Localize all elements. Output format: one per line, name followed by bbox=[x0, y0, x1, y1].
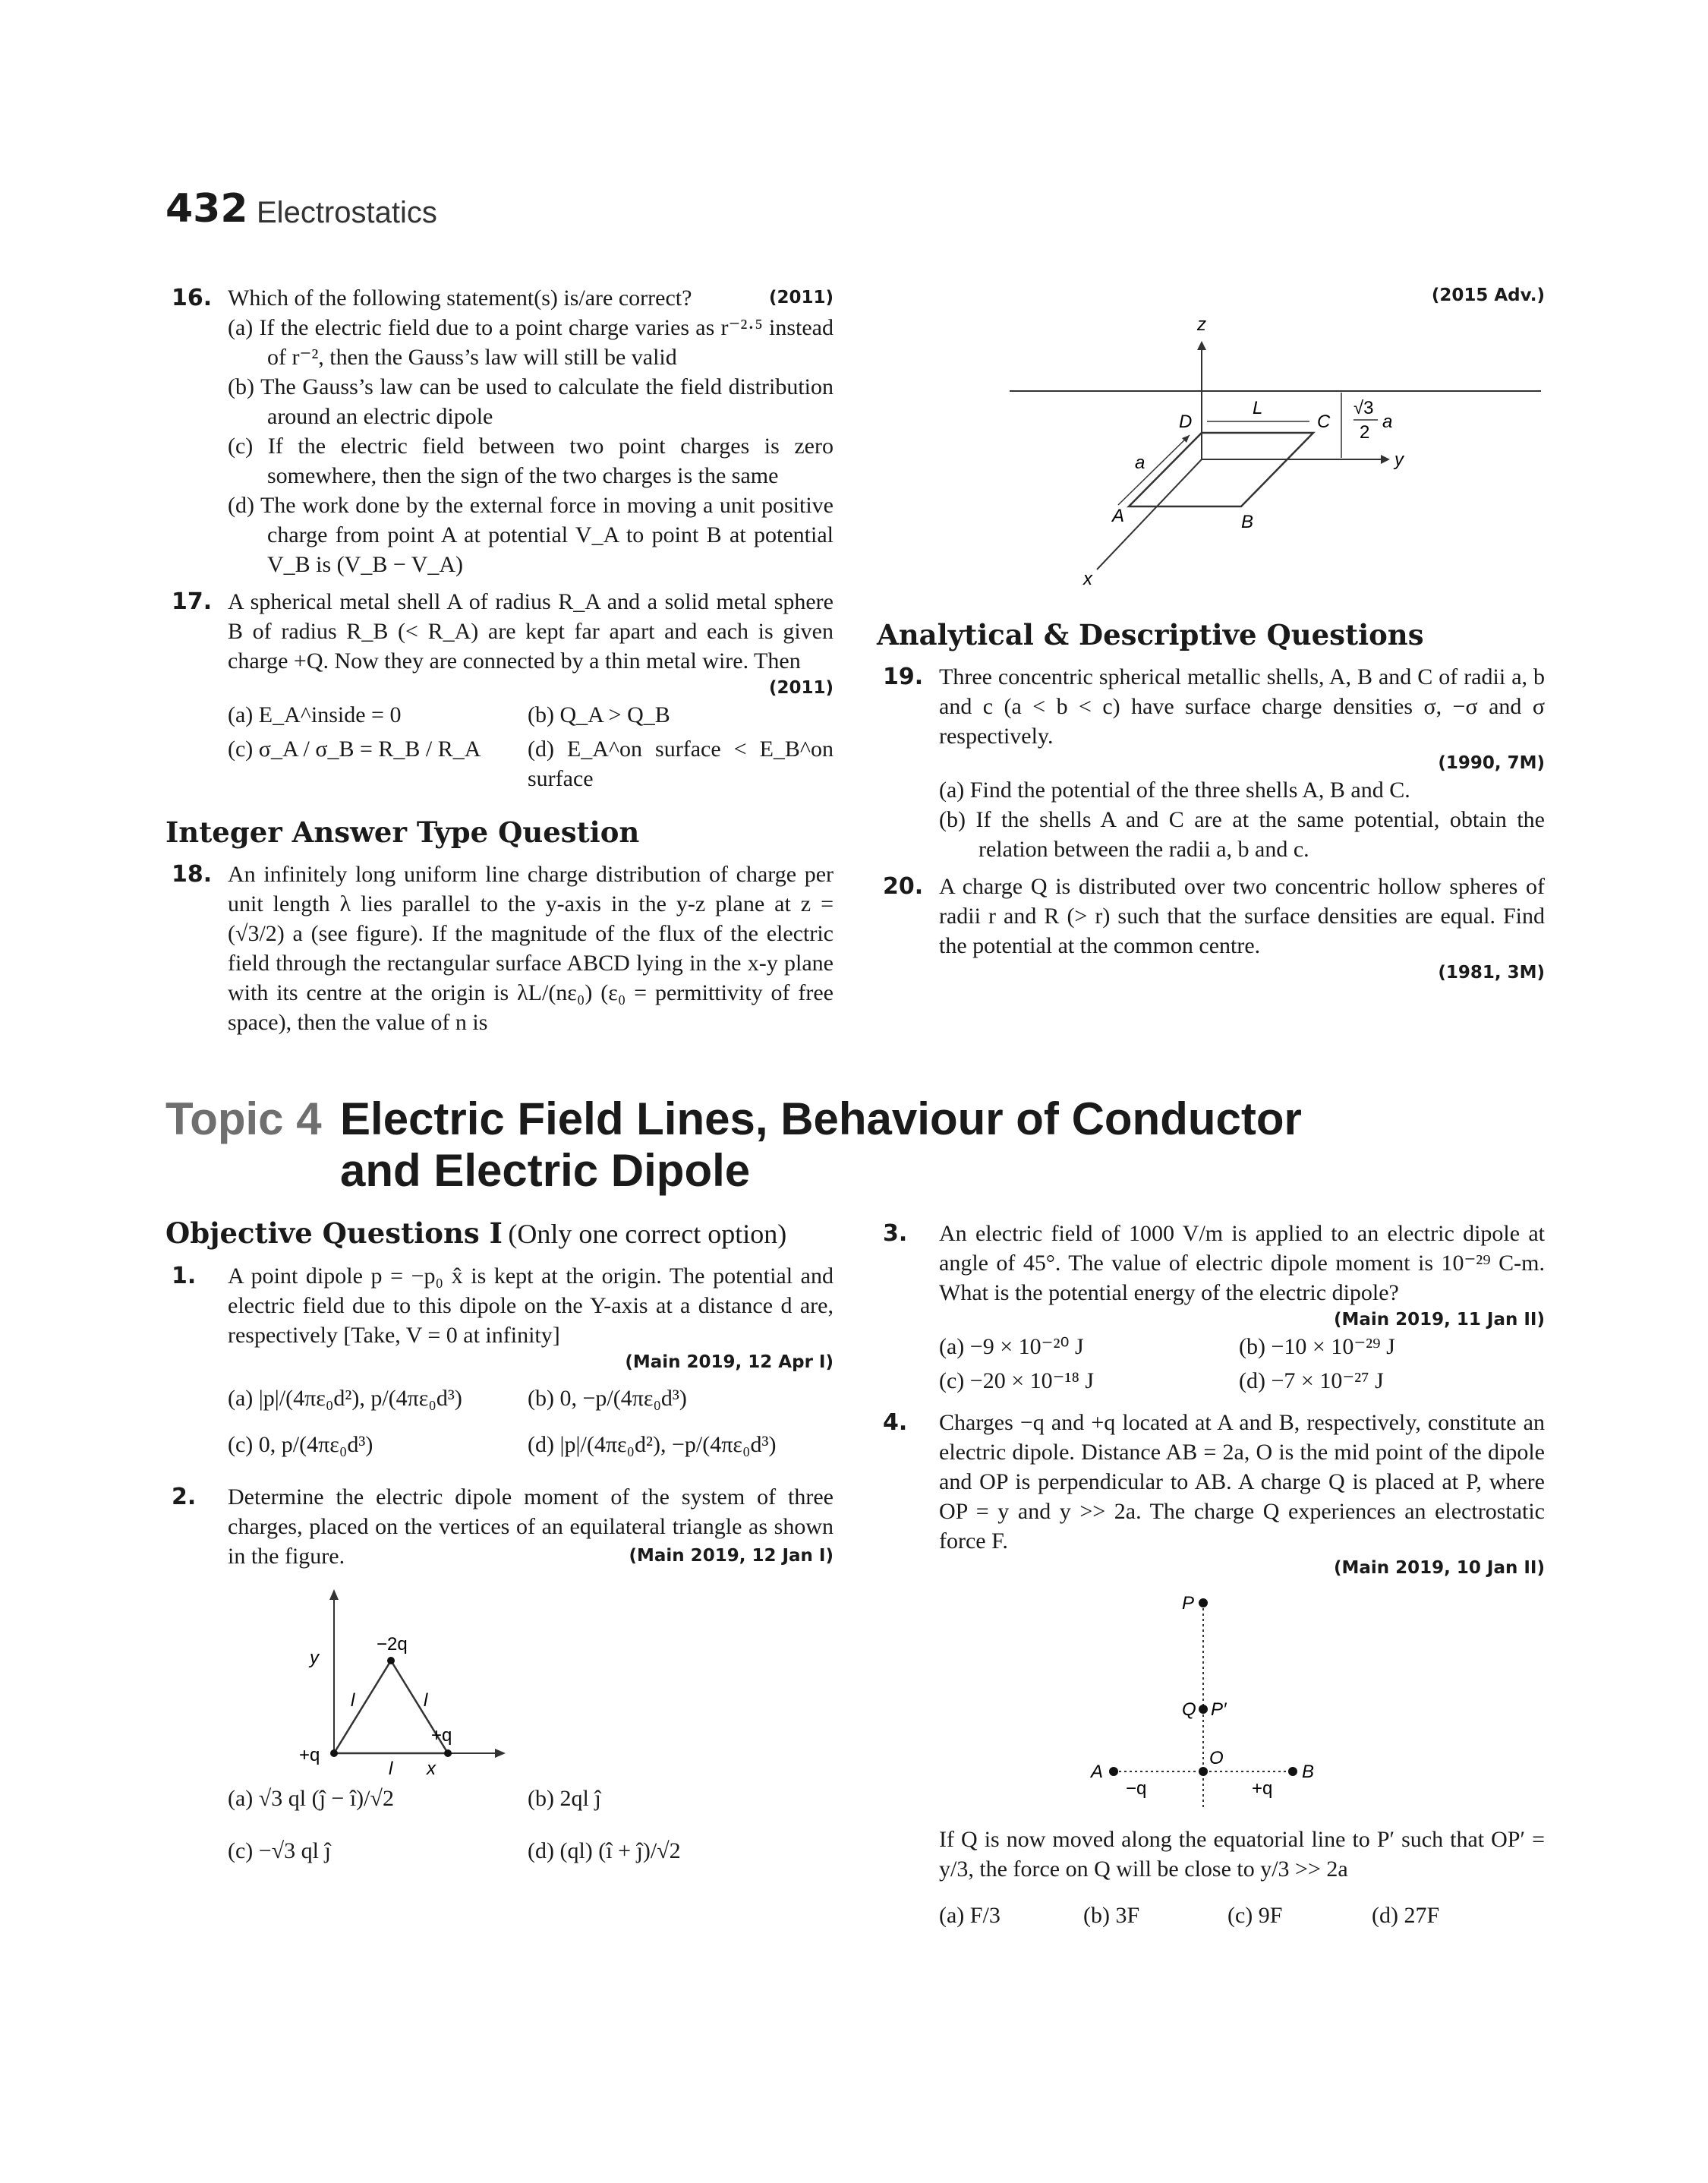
question-number: 16. bbox=[172, 285, 213, 311]
topic-question-2-options bbox=[165, 1784, 834, 1866]
topic-question-4-followup bbox=[877, 1825, 1545, 1930]
label-side-right: l bbox=[424, 1690, 428, 1711]
option-d: (d) E_A^on surface < E_B^on surface bbox=[528, 737, 834, 791]
charge-left bbox=[330, 1749, 338, 1757]
question-text: Charges −q and +q located at A and B, respectively, constitute an electric dipole. Distance AB = 2a, O is the mid point of the dipole and OP is perpendicular to AB. A charge Q is placed at P, where OP = y and y >> 2a. The charge Q experiences an electrostatic force F. bbox=[939, 1410, 1545, 1554]
question-16 bbox=[165, 283, 834, 579]
question-text: Determine the electric dipole moment of the system of three charges, placed on the vertices of an equilateral triangle as shown in the figure. bbox=[228, 1484, 834, 1569]
label-Pprime: P′ bbox=[1211, 1699, 1227, 1720]
point-P bbox=[1199, 1598, 1208, 1607]
label-top-charge: −2q bbox=[377, 1634, 408, 1655]
label-C: C bbox=[1317, 412, 1331, 432]
x-label: x bbox=[1083, 569, 1092, 589]
option-a: (a) −9 × 10⁻²⁰ J bbox=[939, 1334, 1084, 1359]
option-b: (b) 2ql ĵ bbox=[528, 1786, 601, 1811]
y-axis bbox=[1202, 459, 1370, 596]
option-d: (d) The work done by the external force in moving a unit positive charge from point A at potential V_A to point B at potential V_B is (V_B − V_A) bbox=[228, 493, 834, 577]
running-title: Electrostatics bbox=[257, 196, 437, 229]
year-tag-q18: (2015 Adv.) bbox=[1431, 285, 1545, 305]
question-19 bbox=[877, 662, 1545, 864]
question-number: 18. bbox=[172, 861, 213, 888]
year-tag: (1990, 7M) bbox=[1438, 753, 1545, 773]
followup-text: If Q is now moved along the equatorial line to P′ such that OP′ = y/3, the force on Q will be close to y/3 >> 2a bbox=[939, 1827, 1545, 1882]
left-column-bottom bbox=[165, 1216, 834, 1873]
objective-title: Objective Questions I bbox=[165, 1216, 503, 1250]
label-A: A bbox=[1091, 1762, 1104, 1782]
y-label: y bbox=[310, 1648, 319, 1668]
question-text: A point dipole p = −p₀ x̂ is kept at the origin. The potential and electric field due to this dipole on the Y-axis at a distance d are, respectively [Take, V = 0 at infinity] bbox=[228, 1263, 834, 1348]
charge-right bbox=[444, 1749, 452, 1757]
label-left-charge: +q bbox=[299, 1745, 320, 1765]
option-d: (d) (ql) (î + ĵ)/√2 bbox=[528, 1838, 681, 1863]
right-column-top bbox=[877, 283, 1545, 992]
point-A bbox=[1109, 1767, 1118, 1776]
topic-heading bbox=[165, 1093, 1302, 1197]
year-tag: (Main 2019, 11 Jan II) bbox=[1333, 1310, 1545, 1330]
label-side-left: l bbox=[351, 1690, 355, 1711]
page-number: 432 bbox=[165, 186, 248, 232]
year-tag: (1981, 3M) bbox=[1438, 963, 1545, 983]
option-d: (d) |p|/(4πε₀d²), −p/(4πε₀d³) bbox=[528, 1432, 777, 1457]
label-plus-q: +q bbox=[1252, 1778, 1273, 1799]
part-b: (b) If the shells A and C are at the same potential, obtain the relation between the radii a, b and c. bbox=[939, 807, 1545, 862]
option-c: (c) 9F bbox=[1227, 1903, 1283, 1928]
question-number: 20. bbox=[883, 873, 924, 900]
topic-question-4 bbox=[877, 1408, 1545, 1580]
option-b: (b) 0, −p/(4πε₀d³) bbox=[528, 1386, 687, 1411]
option-d: (d) 27F bbox=[1372, 1903, 1440, 1928]
label-P: P bbox=[1182, 1593, 1195, 1614]
option-c: (c) 0, p/(4πε₀d³) bbox=[228, 1432, 373, 1457]
question-17 bbox=[165, 587, 834, 793]
option-c: (c) σ_A / σ_B = R_B / R_A bbox=[228, 737, 481, 762]
question-text: An infinitely long uniform line charge distribution of charge per unit length λ lies parallel to the y-axis in the y-z plane at z = (√3/2) a (see figure). If the magnitude of the flux of the electric field through the rectangular surface ABCD lying in the x-y plane with its centre at the origin is λL/(nε₀) (ε₀ = permittivity of free space), then the value of n is bbox=[228, 862, 834, 1035]
option-a: (a) E_A^inside = 0 bbox=[228, 702, 402, 727]
x-label: x bbox=[427, 1759, 436, 1776]
question-text: A charge Q is distributed over two concentric hollow spheres of radii r and R (> r) such that the surface densities are equal. Find the potential at the common centre. bbox=[939, 874, 1545, 958]
x-arrowhead bbox=[495, 1749, 506, 1758]
topic-label: Topic 4 bbox=[165, 1093, 322, 1144]
option-b: (b) The Gauss’s law can be used to calculate the field distribution around an electric dipole bbox=[228, 374, 834, 429]
option-b: (b) −10 × 10⁻²⁹ J bbox=[1239, 1334, 1395, 1359]
question-number: 4. bbox=[883, 1409, 908, 1436]
year-tag: (2011) bbox=[768, 678, 834, 698]
question-text: Which of the following statement(s) is/are correct? bbox=[228, 285, 692, 311]
option-c: (c) −20 × 10⁻¹⁸ J bbox=[939, 1368, 1095, 1393]
label-minus-q: −q bbox=[1126, 1778, 1147, 1799]
figure-2 bbox=[228, 1579, 896, 1776]
year-tag: (Main 2019, 12 Jan I) bbox=[629, 1546, 834, 1566]
question-20 bbox=[877, 872, 1545, 985]
rectangle-ABCD bbox=[1129, 433, 1313, 506]
y-axis-arrowhead bbox=[1381, 455, 1390, 464]
option-b: (b) Q_A > Q_B bbox=[528, 702, 670, 727]
options bbox=[228, 700, 834, 793]
option-a: (a) F/3 bbox=[939, 1903, 1001, 1928]
label-a: a bbox=[1135, 453, 1145, 473]
label-L: L bbox=[1253, 398, 1263, 418]
y-arrowhead bbox=[329, 1589, 339, 1600]
question-18 bbox=[165, 860, 834, 1037]
label-right-charge: +q bbox=[431, 1725, 452, 1746]
topic-title-line2: and Electric Dipole bbox=[340, 1145, 751, 1196]
figure-4 bbox=[877, 1588, 1545, 1815]
label-B: B bbox=[1302, 1762, 1315, 1782]
question-number: 17. bbox=[172, 588, 213, 615]
question-number: 2. bbox=[172, 1484, 197, 1510]
options bbox=[228, 1784, 834, 1866]
label-Q: Q bbox=[1182, 1699, 1196, 1720]
right-column-bottom bbox=[877, 1219, 1545, 1938]
options bbox=[228, 1383, 834, 1459]
height-den: 2 bbox=[1360, 422, 1370, 443]
options bbox=[939, 1332, 1545, 1396]
question-number: 1. bbox=[172, 1263, 197, 1289]
question-text: Three concentric spherical metallic shells, A, B and C of radii a, b and c (a < b < c) have surface charge densities σ, −σ and σ respectively. bbox=[939, 664, 1545, 749]
height-a: a bbox=[1382, 412, 1393, 432]
objective-subtitle: (Only one correct option) bbox=[508, 1219, 787, 1249]
topic-question-3 bbox=[877, 1219, 1545, 1396]
options bbox=[939, 1901, 1545, 1930]
question-text: A spherical metal shell A of radius R_A and a solid metal sphere B of radius R_B (< R_A) are kept far apart and each is given charge +Q. Now they are connected by a thin metal wire. Then bbox=[228, 589, 834, 674]
option-a: (a) If the electric field due to a point charge varies as r⁻²·⁵ instead of r⁻², then the Gauss’s law will still be valid bbox=[228, 315, 834, 370]
section-heading-integer: Integer Answer Type Question bbox=[165, 815, 640, 849]
label-B: B bbox=[1241, 512, 1254, 532]
question-number: 19. bbox=[883, 664, 924, 690]
left-column-top bbox=[165, 283, 834, 1045]
z-axis-arrowhead bbox=[1197, 341, 1206, 350]
option-b: (b) 3F bbox=[1083, 1903, 1140, 1928]
section-heading-analytical: Analytical & Descriptive Questions bbox=[877, 618, 1424, 651]
option-a: (a) |p|/(4πε₀d²), p/(4πε₀d³) bbox=[228, 1386, 462, 1411]
label-base: l bbox=[389, 1759, 393, 1776]
side-a-arrow bbox=[1118, 435, 1190, 505]
label-O: O bbox=[1209, 1748, 1224, 1768]
question-number: 3. bbox=[883, 1220, 908, 1247]
y-label: y bbox=[1394, 450, 1404, 470]
label-A: A bbox=[1112, 506, 1125, 526]
objective-heading bbox=[165, 1216, 834, 1251]
height-num: √3 bbox=[1353, 398, 1374, 418]
year-tag: (Main 2019, 10 Jan II) bbox=[1333, 1558, 1545, 1578]
topic-question-2 bbox=[165, 1482, 834, 1571]
question-text: An electric field of 1000 V/m is applied to an electric dipole at angle of 45°. The value of electric dipole moment is 10⁻²⁹ C-m. What is the potential energy of the electric dipole? bbox=[939, 1221, 1545, 1305]
point-B bbox=[1288, 1767, 1297, 1776]
option-d: (d) −7 × 10⁻²⁷ J bbox=[1239, 1368, 1384, 1393]
label-D: D bbox=[1179, 412, 1193, 432]
topic-title-line1: Electric Field Lines, Behaviour of Conductor bbox=[340, 1093, 1302, 1144]
figure-18 bbox=[877, 308, 1545, 596]
year-tag: (Main 2019, 12 Apr I) bbox=[625, 1352, 834, 1372]
point-O bbox=[1199, 1767, 1208, 1776]
z-label: z bbox=[1197, 314, 1206, 335]
part-a: (a) Find the potential of the three shells A, B and C. bbox=[939, 778, 1410, 803]
charge-top bbox=[387, 1657, 395, 1664]
option-c: (c) −√3 ql ĵ bbox=[228, 1838, 331, 1863]
year-tag: (2011) bbox=[768, 288, 834, 308]
point-Pprime bbox=[1199, 1705, 1208, 1714]
option-c: (c) If the electric field between two point charges is zero somewhere, then the sign of the two charges is the same bbox=[228, 434, 834, 488]
option-a: (a) √3 ql (ĵ − î)/√2 bbox=[228, 1786, 394, 1811]
topic-question-1 bbox=[165, 1261, 834, 1459]
